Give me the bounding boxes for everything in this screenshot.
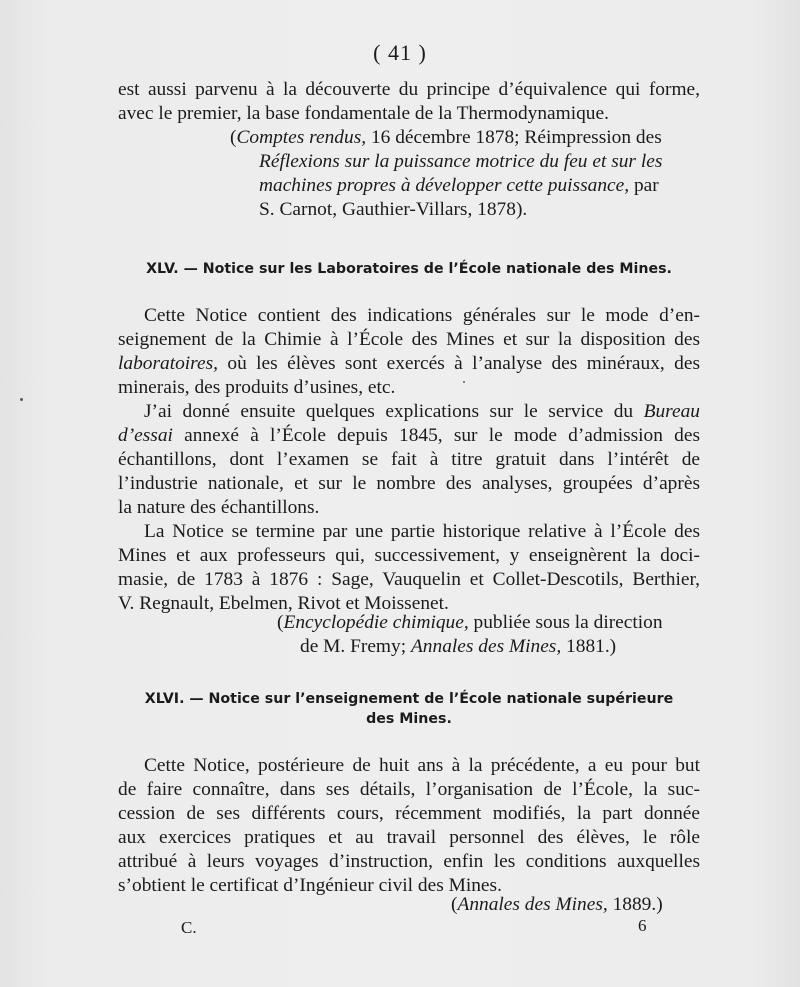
intro-line-1: est aussi parvenu à la découverte du principe d’équivalence qui forme, [118,79,700,100]
xlvi-line-2: de faire connaître, dans ses détails, l’organisation de l’École, la suc- [118,779,700,800]
xlv-p2-line-4: l’industrie nationale, et sur le nombre des analyses, groupées d’après [118,473,700,494]
citation-2-open-paren: ( [277,612,284,633]
xlv-bureau-italic: Bureau [643,401,700,422]
xlv-p1-line-3-rest: où les élèves sont exercés à l’analyse des minéraux, des [218,353,700,374]
signature-mark: C. [181,918,197,937]
citation-1-par: par [629,175,659,196]
section-xlvi-title-line-1: XLVI. — Notice sur l’enseignement de l’École nationale supérieure [144,691,674,707]
xlv-p3-line-3: masie, de 1783 à 1876 : Sage, Vauquelin et Collet-Descotils, Berthier, [118,569,700,590]
citation-2-annales: Annales des Mines, [410,636,562,657]
citation-3-annales: Annales des Mines, [457,894,608,915]
citation-1-source: Comptes rendus, [236,127,367,148]
scan-speck [463,381,465,383]
section-xlv-title: XLV. — Notice sur les Laboratoires de l’École nationale des Mines. [146,261,672,277]
xlvi-line-5: attribué à leurs voyages d’instruction, enfin les conditions auxquelles [118,851,700,872]
citation-1-title-part-1: Réflexions sur la puissance motrice du feu et sur les [259,151,663,172]
xlv-essai-italic: d’essai [118,425,173,446]
xlv-p3-line-2: Mines et aux professeurs qui, successivement, y enseignèrent la doci- [118,545,700,566]
citation-1-line-2 [259,150,662,174]
xlv-p2-line-2-rest: annexé à l’École depuis 1845, sur le mode d’admission des [172,425,700,446]
xlv-p2-line-1 [118,400,700,424]
xlv-p1-line-2: seignement de la Chimie à l’École des Mines et sur la disposition des [118,329,700,350]
citation-1-open-paren: ( [230,127,237,148]
citation-1-title-part-2: machines propres à développer cette puissance, [259,175,630,196]
xlvi-line-3: cession de ses différents cours, récemment modifiés, la part donnée [118,803,700,824]
sheet-number: 6 [638,916,647,935]
xlvi-line-4: aux exercices pratiques et au travail personnel des élèves, le rôle [118,827,700,848]
xlv-p3-line-4: V. Regnault, Ebelmen, Rivot et Moissenet. [118,593,449,614]
xlv-p1-line-4: minerais, des produits d’usines, etc. [118,377,396,398]
citation-2-line-1 [277,611,663,635]
section-xlvi-title-line-2: des Mines. [366,711,452,727]
xlvi-line-6: s’obtient le certificat d’Ingénieur civil des Mines. [118,875,502,896]
citation-3 [451,893,663,917]
page-number: ( 41 ) [373,40,427,65]
intro-line-2: avec le premier, la base fondamentale de la Thermodynamique. [118,103,609,124]
xlv-p2-line-3: échantillons, dont l’examen se fait à titre gratuit dans l’intérêt de [118,449,700,470]
citation-1-line-3 [259,174,659,198]
xlv-p2-line-2 [118,424,700,448]
citation-2-year: 1881.) [561,636,617,657]
citation-1-date: 16 décembre 1878; Réimpression des [366,127,662,148]
xlv-laboratoires-italic: laboratoires, [118,353,219,374]
citation-2-direction: publiée sous la direction [468,612,663,633]
xlv-p1-line-1: Cette Notice contient des indications générales sur le mode d’en- [144,305,700,326]
citation-2-fremy: de M. Fremy; [300,636,411,657]
xlv-p1-line-3 [118,352,700,376]
scan-speck [20,398,23,401]
citation-1-line-4: S. Carnot, Gauthier-Villars, 1878). [259,199,528,220]
citation-2-line-2 [300,635,616,659]
xlvi-line-1: Cette Notice, postérieure de huit ans à la précédente, a eu pour but [144,755,700,776]
citation-3-year: 1889.) [607,894,663,915]
xlv-p2-line-1-start: J’ai donné ensuite quelques explications sur le service du [144,401,644,422]
citation-2-source: Encyclopédie chimique, [283,612,469,633]
xlv-p3-line-1: La Notice se termine par une partie historique relative à l’École des [144,521,700,542]
citation-3-open-paren: ( [451,894,458,915]
citation-1-line-1 [230,126,662,150]
xlv-p2-line-5: la nature des échantillons. [118,497,320,518]
